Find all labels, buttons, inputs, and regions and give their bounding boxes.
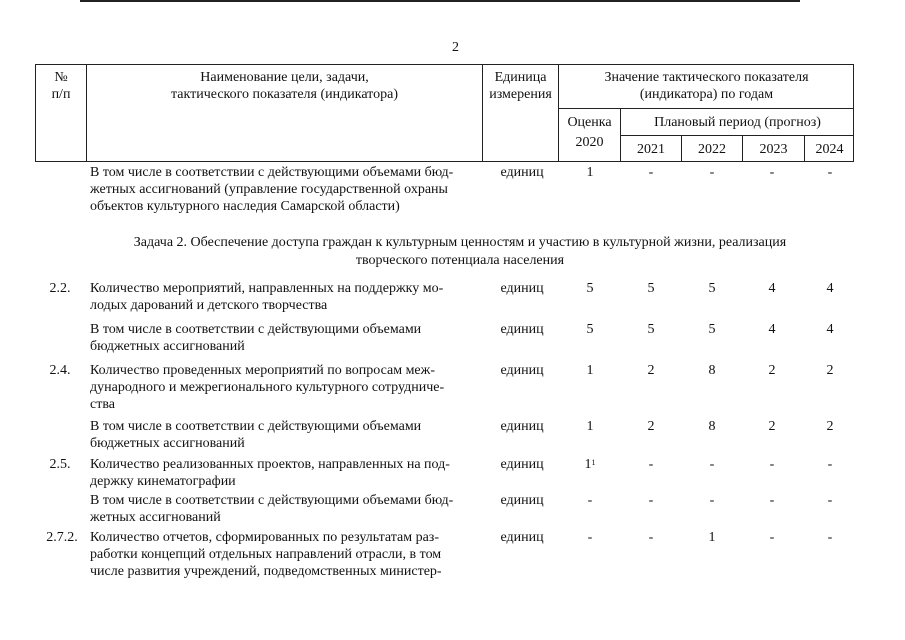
row-value: -: [709, 165, 715, 180]
divider: [620, 135, 854, 136]
row-value-text: 1: [584, 457, 592, 472]
row-value: 5: [708, 322, 716, 337]
row-value: 1: [586, 419, 594, 434]
row-unit: единиц: [500, 419, 544, 434]
row-name: Количество реализованных проектов, направленных на под- держку кинематографии: [90, 457, 450, 489]
row-name: В том числе в соответствии с действующими объемами бюджетных ассигнований: [90, 322, 422, 354]
row-num: 2.2.: [49, 281, 71, 296]
row-value: -: [769, 457, 775, 472]
row-value: 5: [647, 322, 655, 337]
header-estimate: Оценка: [567, 115, 612, 130]
header-unit: Единица измерения: [489, 70, 552, 102]
row-value: 2: [768, 419, 776, 434]
header-value-title: Значение тактического показателя (индикатора) по годам: [604, 70, 809, 102]
row-unit: единиц: [500, 322, 544, 337]
row-value: -: [648, 165, 654, 180]
header-year-2022: 2022: [698, 142, 726, 157]
row-value: -: [648, 530, 654, 545]
top-rule: [80, 0, 800, 2]
row-value: 1: [586, 165, 594, 180]
footnote-mark: 1: [591, 458, 596, 467]
row-value: 5: [708, 281, 716, 296]
row-unit: единиц: [500, 530, 544, 545]
row-value: -: [587, 530, 593, 545]
header-name: Наименование цели, задачи, тактического показателя (индикатора): [171, 70, 398, 102]
row-value: 2: [768, 363, 776, 378]
row-unit: единиц: [500, 493, 544, 508]
row-value: -: [648, 457, 654, 472]
row-value: -: [769, 530, 775, 545]
row-value: -: [648, 493, 654, 508]
row-value: 2: [647, 363, 655, 378]
row-value: 4: [768, 322, 776, 337]
page-number: 2: [452, 40, 459, 55]
row-value: 4: [826, 322, 834, 337]
row-name: В том числе в соответствии с действующими объемами бюджетных ассигнований: [90, 419, 422, 451]
header-plan-period: Плановый период (прогноз): [654, 115, 821, 130]
row-value: 4: [826, 281, 834, 296]
row-name: В том числе в соответствии с действующими объемами бюд- жетных ассигнований (управление государственной охраны объектов культурного наследия Самарской области): [90, 165, 454, 214]
header-estimate-year: 2020: [575, 135, 604, 150]
header-year-2023: 2023: [759, 142, 788, 157]
task-heading: Задача 2. Обеспечение доступа граждан к культурным ценностям и участию в культурной жизни, реализация творческого потенциала населения: [133, 235, 787, 268]
row-value: -: [769, 493, 775, 508]
row-num: 2.5.: [49, 457, 71, 472]
row-unit: единиц: [500, 457, 544, 472]
row-value: -: [827, 530, 833, 545]
header-year-2024: 2024: [815, 142, 844, 157]
row-value: 8: [708, 363, 716, 378]
row-name: Количество проведенных мероприятий по вопросам меж- дународного и межрегионального культурного сотрудниче- ства: [90, 363, 445, 412]
row-num: 2.7.2.: [46, 530, 78, 545]
row-value: -: [709, 493, 715, 508]
row-value: 2: [826, 363, 834, 378]
row-unit: единиц: [500, 281, 544, 296]
row-value: -: [769, 165, 775, 180]
divider: [558, 108, 854, 109]
row-value: 5: [586, 322, 594, 337]
row-name: Количество мероприятий, направленных на поддержку мо- лодых дарований и детского творчества: [90, 281, 444, 313]
row-value: -: [827, 493, 833, 508]
row-value: 1: [586, 363, 594, 378]
row-value: 2: [647, 419, 655, 434]
row-value: -: [587, 493, 593, 508]
row-num: 2.4.: [49, 363, 71, 378]
header-num: № п/п: [51, 70, 71, 102]
row-value: 4: [768, 281, 776, 296]
row-value: -: [827, 165, 833, 180]
row-value: 1: [708, 530, 716, 545]
row-value: 5: [586, 281, 594, 296]
row-value: [570, 456, 610, 473]
header-year-2021: 2021: [637, 142, 665, 157]
row-value: 5: [647, 281, 655, 296]
row-unit: единиц: [500, 165, 544, 180]
row-name: Количество отчетов, сформированных по результатам раз- работки концепций отдельных направлений отрасли, в том числе развития учреждений, подведомственных министер-: [90, 530, 442, 579]
row-value: -: [709, 457, 715, 472]
row-value: 2: [826, 419, 834, 434]
row-unit: единиц: [500, 363, 544, 378]
row-value: 8: [708, 419, 716, 434]
row-name: В том числе в соответствии с действующими объемами бюд- жетных ассигнований: [90, 493, 454, 525]
row-value: -: [827, 457, 833, 472]
